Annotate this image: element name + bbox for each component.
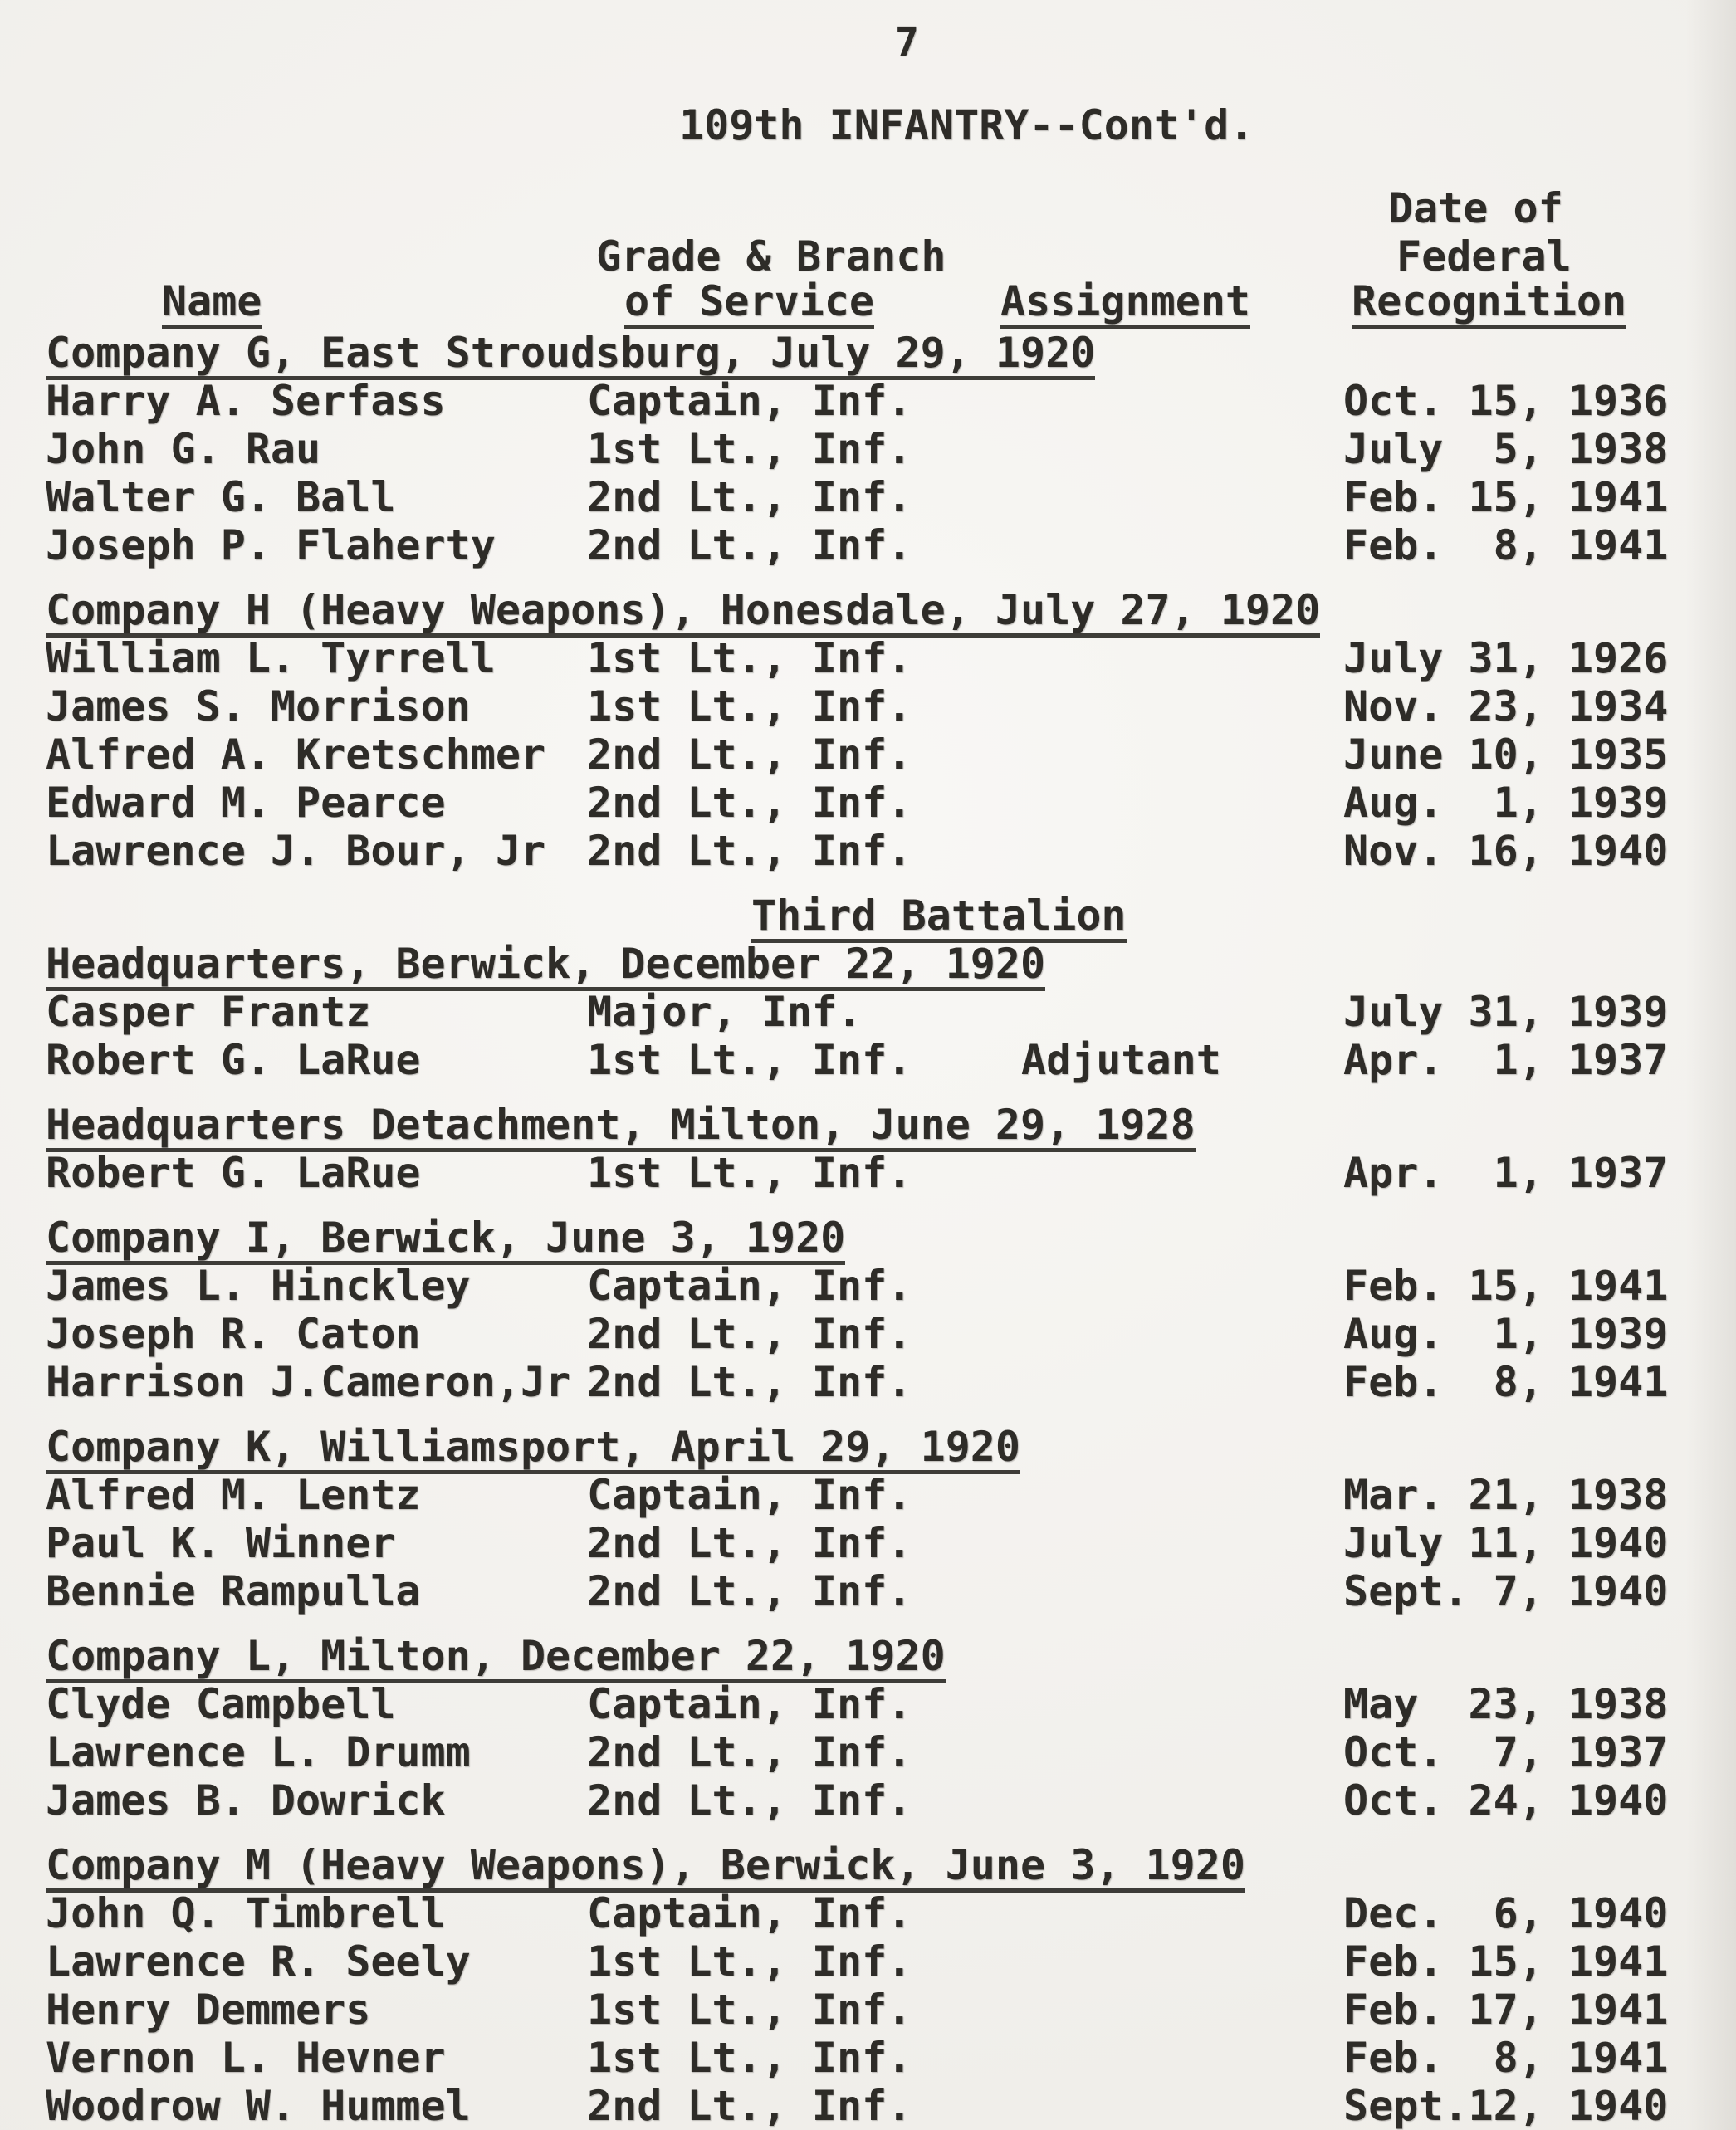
section-heading-label: Company G, East Stroudsburg, July 29, 1920 (46, 332, 1095, 380)
section-heading (0, 329, 1736, 377)
date-cell: Apr. 1, 1937 (1343, 1149, 1669, 1197)
name-cell: Alfred M. Lentz (46, 1471, 421, 1519)
table-row (0, 1889, 1736, 1937)
table-row (0, 2082, 1736, 2130)
section-rows (0, 988, 1736, 1084)
date-cell: Sept.12, 1940 (1343, 2082, 1669, 2130)
table-row (0, 425, 1736, 473)
name-cell: Lawrence L. Drumm (46, 1728, 471, 1776)
name-cell: John G. Rau (46, 425, 321, 473)
table-row (0, 377, 1736, 425)
date-cell: Oct. 24, 1940 (1343, 1776, 1669, 1825)
roster-section (0, 1423, 1736, 1615)
date-cell: Aug. 1, 1939 (1343, 779, 1669, 827)
grade-cell: 1st Lt., Inf. (587, 634, 912, 682)
date-cell: Feb. 8, 1941 (1343, 1358, 1669, 1406)
grade-cell: 1st Lt., Inf. (587, 1937, 912, 1986)
name-cell: Lawrence J. Bour, Jr (46, 827, 546, 875)
table-row (0, 1776, 1736, 1825)
date-cell: July 31, 1939 (1343, 988, 1669, 1036)
roster-section (0, 329, 1736, 569)
grade-cell: Captain, Inf. (587, 1471, 912, 1519)
section-heading (0, 1632, 1736, 1680)
section-heading (0, 1101, 1736, 1149)
column-header-assignment: Assignment (1000, 281, 1250, 329)
roster-section (0, 586, 1736, 875)
battalion-heading-label: Third Battalion (751, 895, 1127, 943)
date-cell: Feb. 15, 1941 (1343, 1262, 1669, 1310)
table-row (0, 2034, 1736, 2082)
table-row (0, 1728, 1736, 1776)
section-rows (0, 1889, 1736, 2130)
section-rows (0, 377, 1736, 569)
date-cell: Oct. 7, 1937 (1343, 1728, 1669, 1776)
name-cell: Lawrence R. Seely (46, 1937, 471, 1986)
grade-cell: 1st Lt., Inf. (587, 1986, 912, 2034)
grade-cell: Captain, Inf. (587, 1889, 912, 1937)
date-cell: July 5, 1938 (1343, 425, 1669, 473)
date-cell: July 11, 1940 (1343, 1519, 1669, 1567)
table-row (0, 1567, 1736, 1615)
name-cell: Harry A. Serfass (46, 377, 446, 425)
section-heading (0, 1214, 1736, 1262)
grade-cell: 2nd Lt., Inf. (587, 730, 912, 779)
battalion-heading (0, 892, 1736, 940)
section-rows (0, 1149, 1736, 1197)
table-row (0, 779, 1736, 827)
date-cell: Feb. 15, 1941 (1343, 473, 1669, 521)
date-cell: Feb. 8, 1941 (1343, 521, 1669, 569)
section-heading-label: Headquarters, Berwick, December 22, 1920 (46, 943, 1045, 991)
grade-cell: Captain, Inf. (587, 1262, 912, 1310)
page-number: 7 (895, 19, 919, 66)
table-row (0, 1149, 1736, 1197)
column-header-date-line2: Federal (1396, 232, 1572, 281)
table-row (0, 1937, 1736, 1986)
name-cell: Robert G. LaRue (46, 1149, 421, 1197)
date-cell: Nov. 23, 1934 (1343, 682, 1669, 730)
grade-cell: Captain, Inf. (587, 1680, 912, 1728)
grade-cell: Major, Inf. (587, 988, 863, 1036)
grade-cell: 2nd Lt., Inf. (587, 1728, 912, 1776)
name-cell: James S. Morrison (46, 682, 471, 730)
column-header-date-line1: Date of (1388, 184, 1563, 232)
grade-cell: 1st Lt., Inf. (587, 1036, 912, 1084)
date-cell: Feb. 17, 1941 (1343, 1986, 1669, 2034)
date-cell: Aug. 1, 1939 (1343, 1310, 1669, 1358)
table-row (0, 827, 1736, 875)
grade-cell: 2nd Lt., Inf. (587, 1519, 912, 1567)
section-heading (0, 940, 1736, 988)
name-cell: James B. Dowrick (46, 1776, 446, 1825)
grade-cell: 2nd Lt., Inf. (587, 473, 912, 521)
table-row (0, 1036, 1736, 1084)
table-row (0, 730, 1736, 779)
table-row (0, 1680, 1736, 1728)
name-cell: John Q. Timbrell (46, 1889, 446, 1937)
date-cell: Dec. 6, 1940 (1343, 1889, 1669, 1937)
table-row (0, 1519, 1736, 1567)
column-header-name: Name (162, 281, 262, 329)
grade-cell: Captain, Inf. (587, 377, 912, 425)
roster-section (0, 1632, 1736, 1825)
section-heading-label: Company I, Berwick, June 3, 1920 (46, 1217, 845, 1265)
name-cell: William L. Tyrrell (46, 634, 496, 682)
section-heading-label: Company L, Milton, December 22, 1920 (46, 1635, 946, 1683)
table-row (0, 1262, 1736, 1310)
grade-cell: 1st Lt., Inf. (587, 425, 912, 473)
table-row (0, 1471, 1736, 1519)
roster-section (0, 1101, 1736, 1197)
section-heading-label: Company M (Heavy Weapons), Berwick, June 3, 1920 (46, 1844, 1245, 1893)
date-cell: July 31, 1926 (1343, 634, 1669, 682)
table-row (0, 1986, 1736, 2034)
page-title: 109th INFANTRY--Cont'd. (679, 101, 1254, 149)
section-rows (0, 634, 1736, 875)
grade-cell: 1st Lt., Inf. (587, 2034, 912, 2082)
name-cell: Harrison J.Cameron,Jr (46, 1358, 571, 1406)
section-heading-label: Company H (Heavy Weapons), Honesdale, July 27, 1920 (46, 589, 1320, 638)
name-cell: Joseph P. Flaherty (46, 521, 496, 569)
name-cell: Casper Frantz (46, 988, 371, 1036)
date-cell: Nov. 16, 1940 (1343, 827, 1669, 875)
date-cell: Feb. 15, 1941 (1343, 1937, 1669, 1986)
grade-cell: 2nd Lt., Inf. (587, 1358, 912, 1406)
section-heading-label: Company K, Williamsport, April 29, 1920 (46, 1426, 1020, 1474)
grade-cell: 1st Lt., Inf. (587, 682, 912, 730)
assignment-cell: Adjutant (1021, 1036, 1221, 1084)
name-cell: James L. Hinckley (46, 1262, 471, 1310)
grade-cell: 2nd Lt., Inf. (587, 521, 912, 569)
section-rows (0, 1471, 1736, 1615)
date-cell: Sept. 7, 1940 (1343, 1567, 1669, 1615)
name-cell: Paul K. Winner (46, 1519, 396, 1567)
roster-section (0, 1841, 1736, 2130)
table-row (0, 682, 1736, 730)
table-row (0, 634, 1736, 682)
section-heading (0, 1423, 1736, 1471)
date-cell: June 10, 1935 (1343, 730, 1669, 779)
section-rows (0, 1262, 1736, 1406)
roster-sections (0, 329, 1736, 2130)
name-cell: Woodrow W. Hummel (46, 2082, 471, 2130)
name-cell: Bennie Rampulla (46, 1567, 421, 1615)
name-cell: Joseph R. Caton (46, 1310, 421, 1358)
roster-section (0, 1214, 1736, 1406)
grade-cell: 2nd Lt., Inf. (587, 779, 912, 827)
table-row (0, 473, 1736, 521)
date-cell: Mar. 21, 1938 (1343, 1471, 1669, 1519)
column-header-grade-line1: Grade & Branch (596, 232, 946, 281)
date-cell: Apr. 1, 1937 (1343, 1036, 1669, 1084)
date-cell: Oct. 15, 1936 (1343, 377, 1669, 425)
roster-section (0, 892, 1736, 1084)
grade-cell: 2nd Lt., Inf. (587, 1567, 912, 1615)
name-cell: Alfred A. Kretschmer (46, 730, 546, 779)
column-header-date-line3: Recognition (1352, 281, 1626, 329)
grade-cell: 2nd Lt., Inf. (587, 2082, 912, 2130)
table-row (0, 1310, 1736, 1358)
grade-cell: 2nd Lt., Inf. (587, 1310, 912, 1358)
name-cell: Henry Demmers (46, 1986, 371, 2034)
name-cell: Walter G. Ball (46, 473, 396, 521)
grade-cell: 2nd Lt., Inf. (587, 827, 912, 875)
name-cell: Robert G. LaRue (46, 1036, 421, 1084)
column-header-grade-line2: of Service (624, 281, 874, 329)
section-heading (0, 1841, 1736, 1889)
section-heading-label: Headquarters Detachment, Milton, June 29, 1928 (46, 1104, 1196, 1152)
table-row (0, 521, 1736, 569)
table-row (0, 988, 1736, 1036)
date-cell: May 23, 1938 (1343, 1680, 1669, 1728)
section-heading (0, 586, 1736, 634)
name-cell: Edward M. Pearce (46, 779, 446, 827)
date-cell: Feb. 8, 1941 (1343, 2034, 1669, 2082)
section-rows (0, 1680, 1736, 1825)
name-cell: Vernon L. Hevner (46, 2034, 446, 2082)
name-cell: Clyde Campbell (46, 1680, 396, 1728)
grade-cell: 1st Lt., Inf. (587, 1149, 912, 1197)
grade-cell: 2nd Lt., Inf. (587, 1776, 912, 1825)
table-row (0, 1358, 1736, 1406)
